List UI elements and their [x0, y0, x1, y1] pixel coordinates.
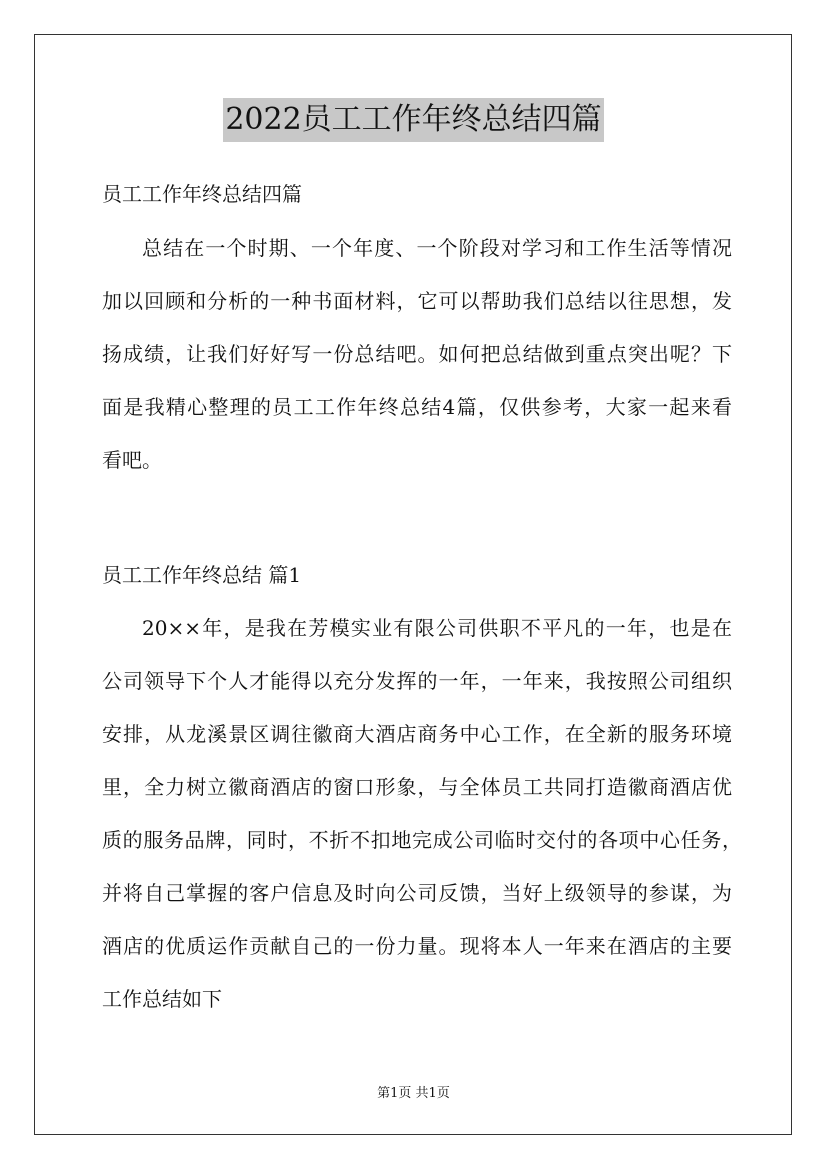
body-line-3: 安排，从龙溪景区调往徽商大酒店商务中心工作，在全新的服务环境	[102, 722, 732, 746]
title-container	[0, 98, 827, 142]
document-subtitle: 员工工作年终总结四篇	[102, 182, 302, 206]
intro-line-1: 总结在一个时期、一个年度、一个阶段对学习和工作生活等情况	[142, 236, 732, 260]
body-line-2: 公司领导下个人才能得以充分发挥的一年，一年来，我按照公司组织	[102, 669, 732, 693]
body-line-1: 20××年，是我在芳模实业有限公司供职不平凡的一年，也是在	[142, 616, 732, 640]
body-line-6: 并将自己掌握的客户信息及时向公司反馈，当好上级领导的参谋，为	[102, 881, 732, 905]
intro-line-3: 扬成绩，让我们好好写一份总结吧。如何把总结做到重点突出呢？下	[102, 342, 732, 366]
intro-line-2: 加以回顾和分析的一种书面材料，它可以帮助我们总结以往思想，发	[102, 289, 732, 313]
body-line-5: 质的服务品牌，同时，不折不扣地完成公司临时交付的各项中心任务，	[102, 828, 742, 852]
section-heading: 员工工作年终总结 篇1	[102, 563, 302, 587]
intro-line-5: 看吧。	[102, 448, 162, 472]
intro-line-4: 面是我精心整理的员工工作年终总结4篇，仅供参考，大家一起来看	[102, 395, 732, 419]
document-title: 2022员工工作年终总结四篇	[223, 98, 603, 142]
body-line-8: 工作总结如下	[102, 987, 222, 1011]
page-footer: 第1页 共1页	[377, 1086, 450, 1101]
body-line-4: 里，全力树立徽商酒店的窗口形象，与全体员工共同打造徽商酒店优	[102, 775, 732, 799]
body-line-7: 酒店的优质运作贡献自己的一份力量。现将本人一年来在酒店的主要	[102, 934, 732, 958]
